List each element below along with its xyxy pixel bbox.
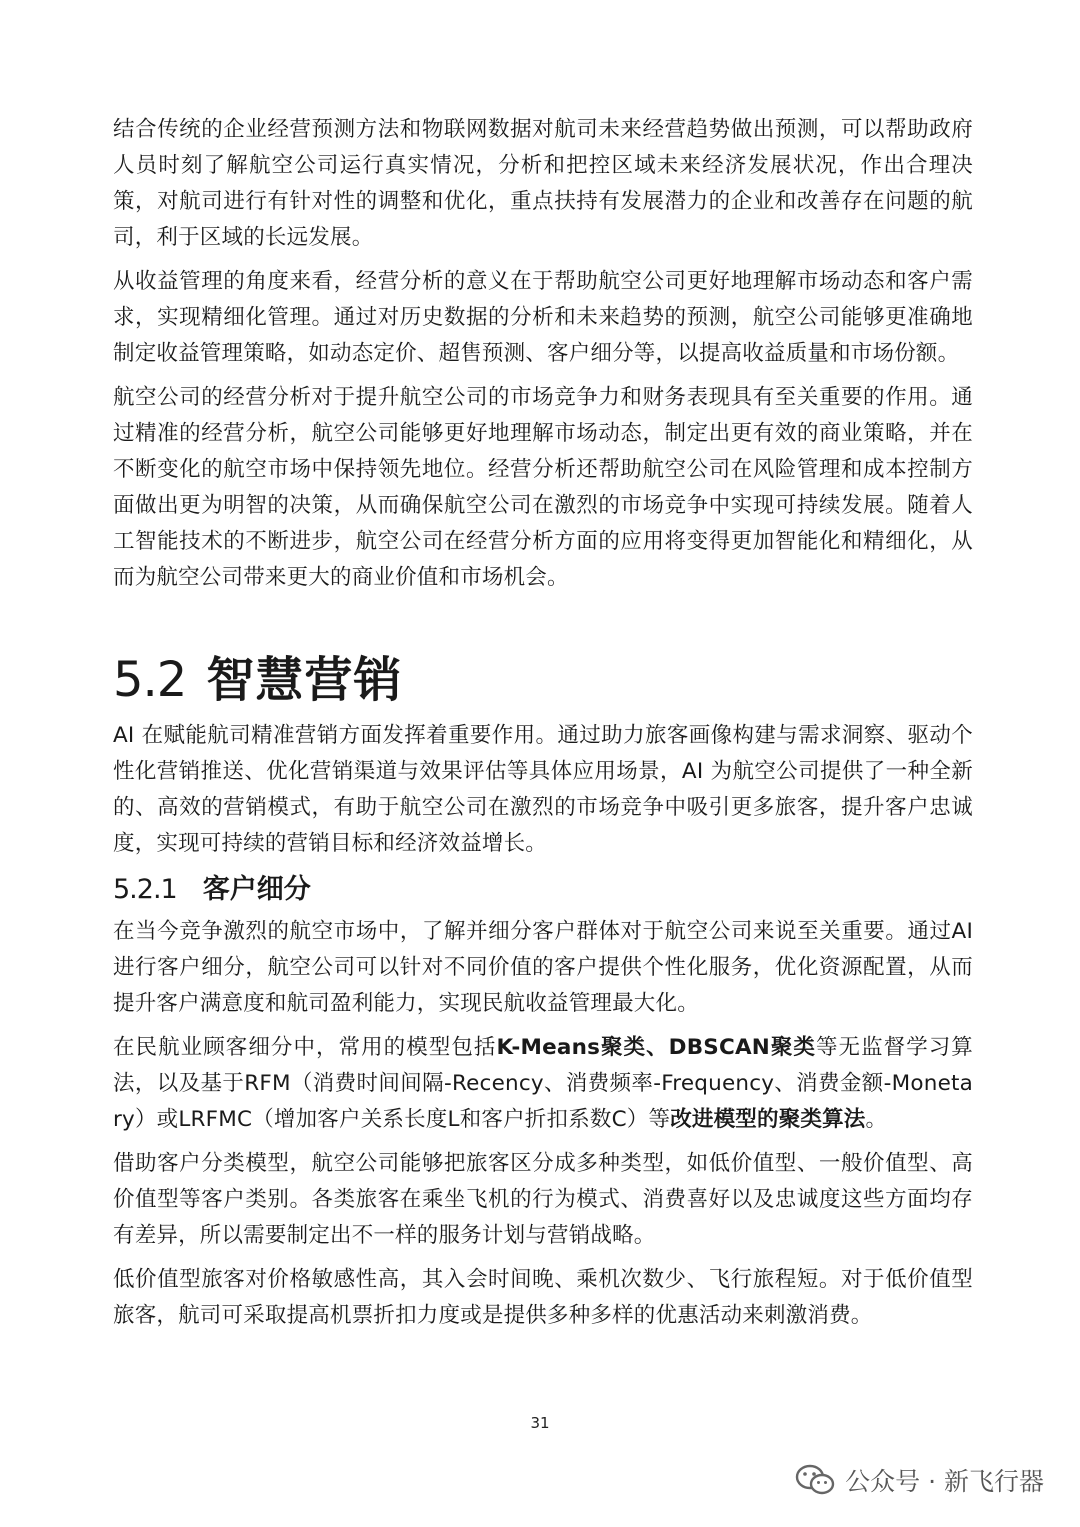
- page-body: [113, 112, 973, 1342]
- section-intro: AI 在赋能航司精准营销方面发挥着重要作用。通过助力旅客画像构建与需求洞察、驱动个性化营销推送、优化营销渠道与效果评估等具体应用场景，AI 为航空公司提供了一种全新的、高效的营销模式，有助于航空公司在激烈的市场竞争中吸引更多旅客，提升客户忠诚度，实现可持续的营销目标和经济效益增长。: [113, 723, 973, 856]
- paragraph-customer-segmentation: 在当今竞争激烈的航空市场中，了解并细分客户群体对于航空公司来说至关重要。通过AI进行客户细分，航空公司可以针对不同价值的客户提供个性化服务，优化资源配置，从而提升客户满意度和航司盈利能力，实现民航收益管理最大化。: [113, 919, 973, 1016]
- subsection-number: 5.2.1: [113, 874, 177, 905]
- models-text-c: 等无监督学习算法，以及基于RFM（消费时间间隔-Recency、消费频率-Frequency、消费金额-Monetary）或LRFMC（增加客户关系长度L和客户折扣系数C）等: [113, 1035, 973, 1132]
- section-heading: [113, 648, 973, 712]
- models-text-a: 在民航业顾客细分中，常用的模型包括: [113, 1035, 497, 1060]
- wechat-icon: [795, 1463, 835, 1497]
- section-number: 5.2: [113, 652, 187, 708]
- paragraph-classification: 借助客户分类模型，航空公司能够把旅客区分成多种类型，如低价值型、一般价值型、高价值型等客户类别。各类旅客在乘坐飞机的行为模式、消费喜好以及忠诚度这些方面均存有差异，所以需要制定出不一样的服务计划与营销战略。: [113, 1151, 973, 1248]
- watermark-text: 公众号 · 新飞行器: [845, 1467, 1044, 1496]
- paragraph-forecast: 结合传统的企业经营预测方法和物联网数据对航司未来经营趋势做出预测，可以帮助政府人员时刻了解航空公司运行真实情况，分析和把控区域未来经济发展状况，作出合理决策，对航司进行有针对性的调整和优化，重点扶持有发展潜力的企业和改善存在问题的航司，利于区域的长远发展。: [113, 117, 973, 250]
- subsection-heading: [113, 870, 973, 910]
- models-bold-improved: 改进模型的聚类算法: [670, 1107, 866, 1132]
- section-title: 智慧营销: [206, 652, 403, 708]
- page-number: 31: [530, 1414, 550, 1432]
- paragraph-models: [113, 1030, 973, 1138]
- subsection-title: 客户细分: [202, 874, 311, 905]
- paragraph-low-value: 低价值型旅客对价格敏感性高，其入会时间晚、乘机次数少、飞行旅程短。对于低价值型旅客，航司可采取提高机票折扣力度或是提供多种多样的优惠活动来刺激消费。: [113, 1267, 973, 1328]
- paragraph-revenue-management: 从收益管理的角度来看，经营分析的意义在于帮助航空公司更好地理解市场动态和客户需求，实现精细化管理。通过对历史数据的分析和未来趋势的预测，航空公司能够更准确地制定收益管理策略，如动态定价、超售预测、客户细分等，以提高收益质量和市场份额。: [113, 269, 973, 366]
- models-bold-clustering: K-Means聚类、DBSCAN聚类: [496, 1035, 816, 1060]
- paragraph-business-analysis: 航空公司的经营分析对于提升航空公司的市场竞争力和财务表现具有至关重要的作用。通过精准的经营分析，航空公司能够更好地理解市场动态，制定出更有效的商业策略，并在不断变化的航空市场中保持领先地位。经营分析还帮助航空公司在风险管理和成本控制方面做出更为明智的决策，从而确保航空公司在激烈的市场竞争中实现可持续发展。随着人工智能技术的不断进步，航空公司在经营分析方面的应用将变得更加智能化和精细化，从而为航空公司带来更大的商业价值和市场机会。: [113, 385, 973, 590]
- watermark: [795, 1462, 1044, 1498]
- models-text-e: 。: [865, 1107, 888, 1132]
